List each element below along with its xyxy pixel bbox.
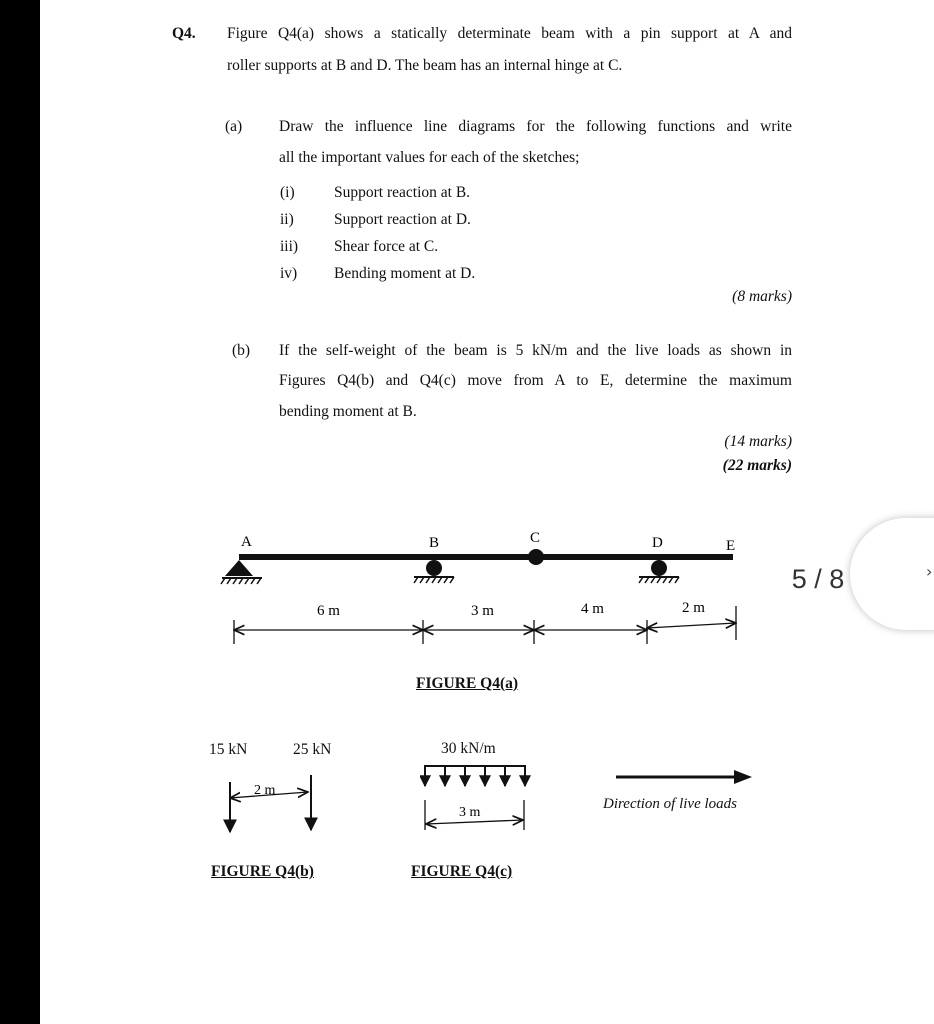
load-15kn-label: 15 kN: [209, 741, 248, 758]
part-a-item-num: ii): [280, 211, 294, 228]
chevron-right-icon: ›: [926, 562, 933, 581]
load-25kn-label: 25 kN: [293, 741, 332, 758]
load-spacing-label: 2 m: [254, 783, 276, 798]
udl-label: 30 kN/m: [441, 740, 496, 757]
beam: [239, 554, 733, 560]
span-label-bc: 3 m: [471, 603, 494, 619]
part-a-item-num: (i): [280, 184, 295, 201]
part-b-line1: If the self-weight of the beam is 5 kN/m and the live loads as shown in: [279, 342, 792, 359]
part-a-marks: (8 marks): [732, 288, 792, 305]
point-label-e: E: [726, 538, 736, 554]
part-a-item-text: Shear force at C.: [334, 238, 439, 255]
part-a-line1: Draw the influence line diagrams for the following functions and write: [279, 118, 792, 135]
part-a-item-text: Support reaction at D.: [334, 211, 471, 228]
direction-arrow: [612, 766, 762, 790]
part-a-label: (a): [225, 118, 243, 135]
part-a-item-text: Bending moment at D.: [334, 265, 476, 282]
part-b-line2: Figures Q4(b) and Q4(c) move from A to E, determine the maximum: [279, 372, 792, 389]
udl-length-label: 3 m: [459, 805, 481, 820]
point-label-c: C: [530, 530, 541, 546]
roller-support-b: [414, 560, 454, 583]
question-number: Q4.: [172, 25, 196, 42]
part-a-item-num: iv): [280, 265, 298, 282]
part-b-marks: (14 marks): [724, 433, 792, 450]
figure-c-caption: FIGURE Q4(c): [411, 863, 513, 880]
beam-diagram: [40, 520, 800, 650]
span-label-cd: 4 m: [581, 601, 604, 617]
page-indicator: 5 / 8: [791, 564, 845, 594]
pin-support-a: [221, 560, 262, 584]
figure-a-caption: FIGURE Q4(a): [416, 675, 519, 692]
direction-label: Direction of live loads: [603, 796, 738, 812]
span-label-de: 2 m: [682, 600, 705, 616]
roller-support-d: [639, 560, 679, 583]
question-intro-line1: Figure Q4(a) shows a statically determinate beam with a pin support at A and: [227, 25, 792, 42]
span-label-ab: 6 m: [317, 603, 340, 619]
part-a-line2: all the important values for each of the sketches;: [279, 149, 580, 166]
point-label-d: D: [652, 535, 663, 551]
point-label-a: A: [241, 534, 252, 550]
part-b-label: (b): [232, 342, 251, 359]
part-a-item-num: iii): [280, 238, 299, 255]
question-intro-line2: roller supports at B and D. The beam has an internal hinge at C.: [227, 57, 623, 74]
total-marks: (22 marks): [722, 457, 792, 474]
point-label-b: B: [429, 535, 440, 551]
part-b-line3: bending moment at B.: [279, 403, 417, 420]
udl-diagram: [420, 758, 580, 838]
figure-b-caption: FIGURE Q4(b): [211, 863, 314, 880]
part-a-item-text: Support reaction at B.: [334, 184, 471, 201]
internal-hinge-c: [528, 549, 544, 565]
point-loads-diagram: [210, 770, 360, 840]
document-page: [40, 0, 934, 1024]
